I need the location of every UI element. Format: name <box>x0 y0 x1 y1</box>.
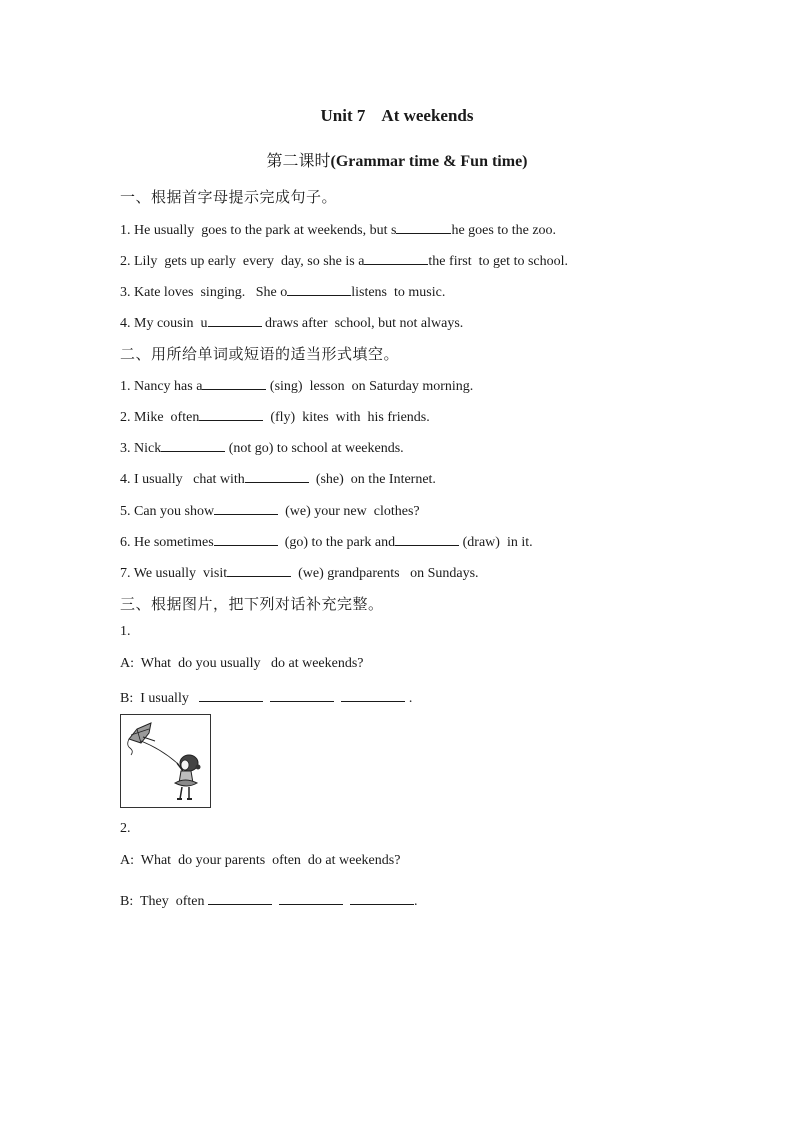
kite-icon <box>128 723 155 755</box>
s2-item-4: 4. I usually chat with (she) on the Internet. <box>120 468 436 488</box>
answer-blank[interactable] <box>396 219 451 234</box>
section-1-heading: 一、根据首字母提示完成句子。 <box>120 188 338 206</box>
kite-illustration <box>121 715 210 807</box>
page-subtitle <box>0 148 794 171</box>
answer-blank[interactable] <box>161 437 225 452</box>
s2-item-2: 2. Mike often (fly) kites with his friends. <box>120 406 430 426</box>
s2-item-1: 1. Nancy has a (sing) lesson on Saturday morning. <box>120 375 473 395</box>
answer-blank[interactable] <box>364 250 428 265</box>
girl-flying-kite-picture <box>120 714 211 808</box>
answer-blank[interactable] <box>199 687 263 702</box>
answer-blank[interactable] <box>227 562 291 577</box>
answer-blank[interactable] <box>270 687 334 702</box>
answer-blank[interactable] <box>279 890 343 905</box>
girl-icon <box>175 755 201 799</box>
subtitle-en: (Grammar time & Fun time) <box>330 153 528 170</box>
s1-item-2: 2. Lily gets up early every day, so she is a the first to get to school. <box>120 250 568 270</box>
s1-item-4: 4. My cousin u draws after school, but not always. <box>120 312 463 332</box>
s1-item-1: 1. He usually goes to the park at weekends, but s he goes to the zoo. <box>120 219 556 239</box>
q2-number: 2. <box>120 821 131 836</box>
answer-blank[interactable] <box>350 890 414 905</box>
subtitle-cn: 第二课时 <box>266 153 331 170</box>
q2-question: A: What do your parents often do at weekends? <box>120 853 401 868</box>
s2-item-5: 5. Can you show (we) your new clothes? <box>120 500 420 520</box>
s2-item-6: 6. He sometimes (go) to the park and (draw) in it. <box>120 531 533 551</box>
s2-item-7: 7. We usually visit (we) grandparents on Sundays. <box>120 562 479 582</box>
section-3-heading: 三、根据图片，把下列对话补充完整。 <box>120 595 384 613</box>
answer-blank[interactable] <box>395 531 459 546</box>
q1-number: 1. <box>120 624 131 639</box>
answer-blank[interactable] <box>199 406 263 421</box>
answer-blank[interactable] <box>341 687 405 702</box>
answer-blank[interactable] <box>214 500 278 515</box>
page-title: Unit 7 At weekends <box>320 106 474 125</box>
s1-item-3: 3. Kate loves singing. She o listens to music. <box>120 281 445 301</box>
answer-blank[interactable] <box>208 890 272 905</box>
answer-blank[interactable] <box>214 531 278 546</box>
section-2-heading: 二、用所给单词或短语的适当形式填空。 <box>120 345 400 363</box>
answer-blank[interactable] <box>202 375 266 390</box>
q1-answer: B: I usually . <box>120 687 412 707</box>
q1-question: A: What do you usually do at weekends? <box>120 656 364 671</box>
answer-blank[interactable] <box>208 312 262 327</box>
answer-blank[interactable] <box>245 468 309 483</box>
q2-answer: B: They often . <box>120 890 418 910</box>
s2-item-3: 3. Nick (not go) to school at weekends. <box>120 437 404 457</box>
answer-blank[interactable] <box>287 281 351 296</box>
